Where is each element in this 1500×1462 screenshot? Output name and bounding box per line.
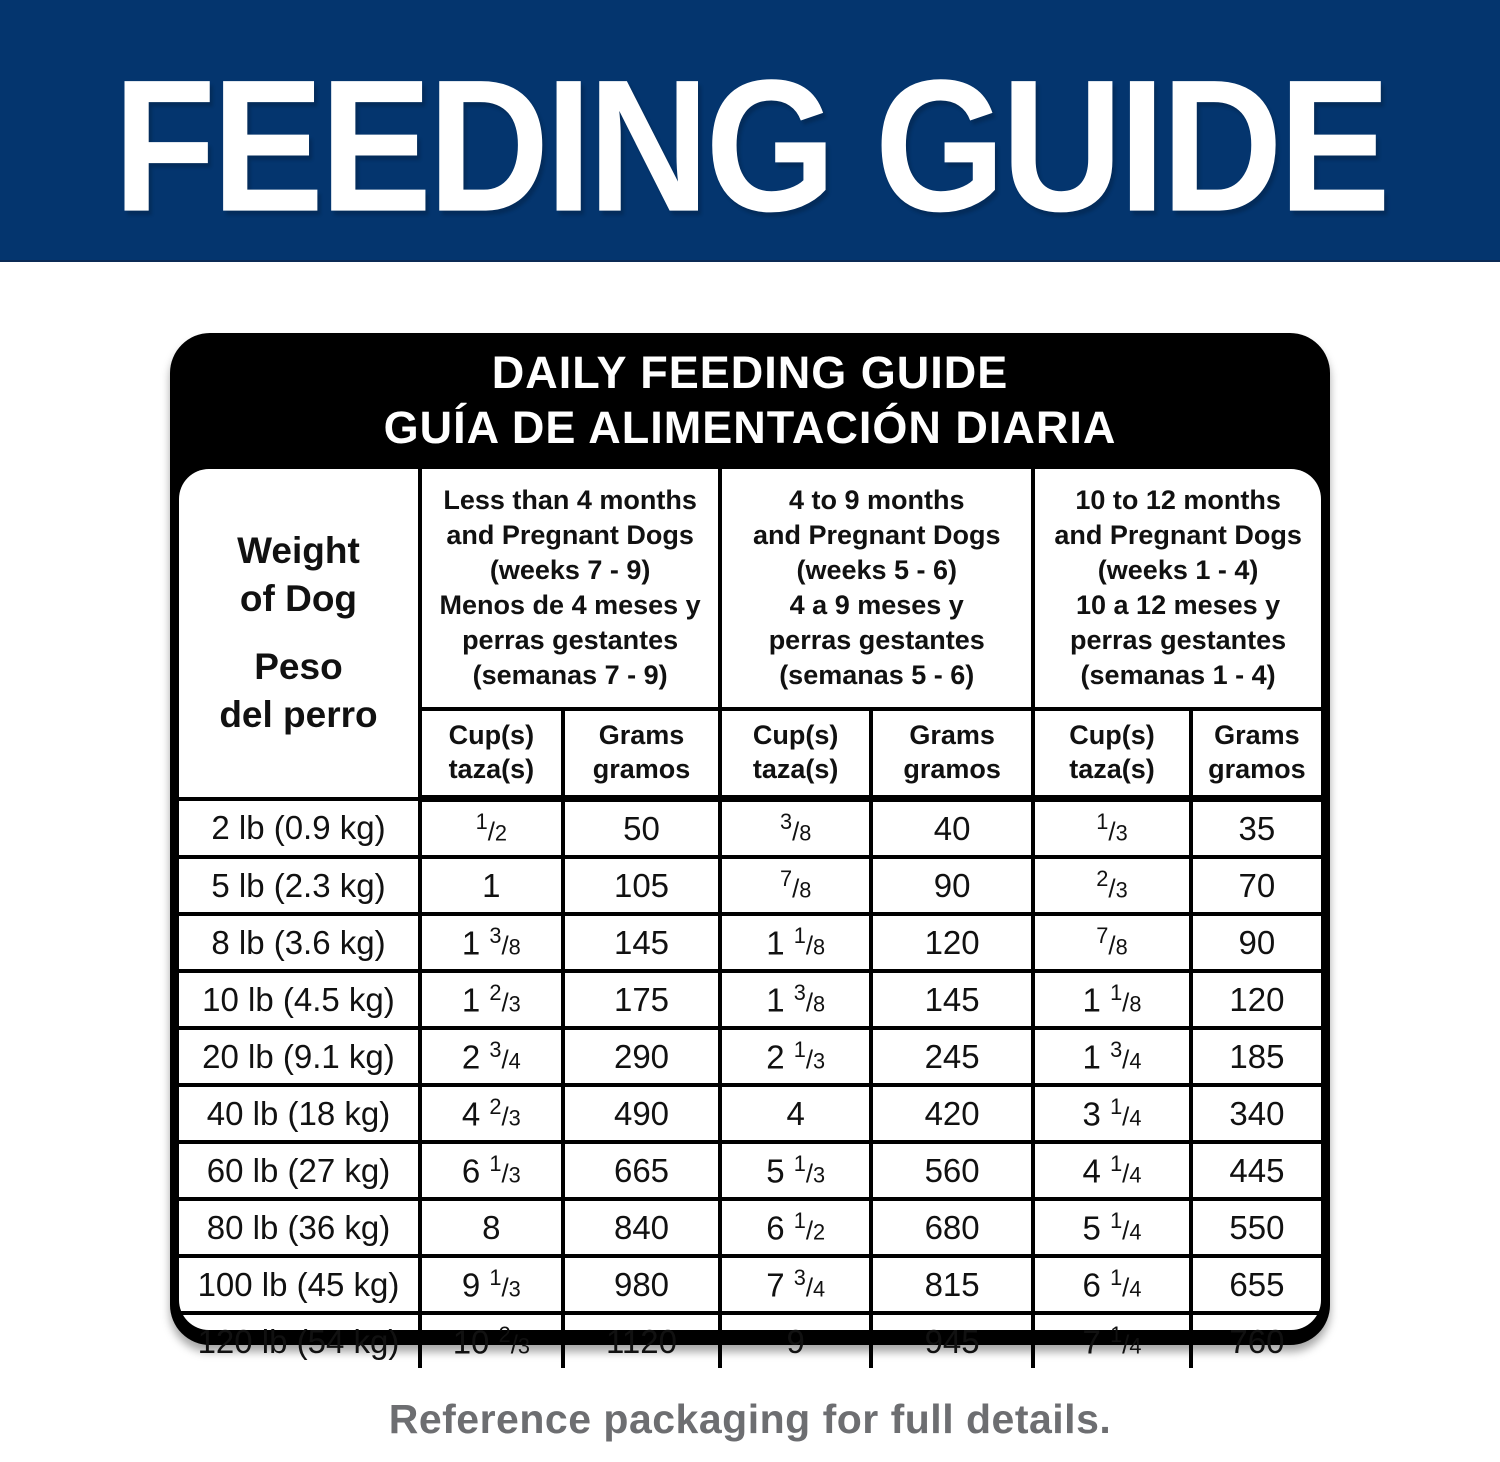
grams-value-cell: 665	[563, 1142, 721, 1199]
table-row	[179, 1199, 1321, 1256]
cups-value-cell: 5 $^1$/4	[1033, 1199, 1191, 1256]
table-row	[179, 857, 1321, 914]
cups-value-cell: 7 $^3$/4	[720, 1256, 871, 1313]
weight-cell: 2 lb (0.9 kg)	[179, 799, 420, 858]
grams-value-cell: 840	[563, 1199, 721, 1256]
cups-value-cell: 9	[720, 1313, 871, 1368]
weight-cell: 80 lb (36 kg)	[179, 1199, 420, 1256]
grams-value-cell: 145	[563, 914, 721, 971]
grams-header-2: Grams gramos	[871, 709, 1033, 799]
weight-cell: 120 lb (54 kg)	[179, 1313, 420, 1368]
grams-header-1: Grams gramos	[563, 709, 721, 799]
grams-value-cell: 90	[871, 857, 1033, 914]
cups-value-cell: $^1$/3	[1033, 799, 1191, 858]
feeding-table-container	[179, 469, 1321, 1361]
cups-value-cell: 2 $^3$/4	[420, 1028, 563, 1085]
grams-value-cell: 560	[871, 1142, 1033, 1199]
weight-cell: 20 lb (9.1 kg)	[179, 1028, 420, 1085]
cups-value-cell: $^3$/8	[720, 799, 871, 858]
grams-value-cell: 340	[1191, 1085, 1321, 1142]
grams-value-cell: 945	[871, 1313, 1033, 1368]
card-title-en: DAILY FEEDING GUIDE	[491, 347, 1009, 399]
grams-value-cell: 145	[871, 971, 1033, 1028]
grams-value-cell: 40	[871, 799, 1033, 858]
feeding-guide-banner	[0, 0, 1500, 262]
cups-value-cell: 8	[420, 1199, 563, 1256]
header-row-groups	[179, 469, 1321, 709]
table-row	[179, 1085, 1321, 1142]
grams-value-cell: 185	[1191, 1028, 1321, 1085]
cups-value-cell: $^2$/3	[1033, 857, 1191, 914]
cups-value-cell: 3 $^1$/4	[1033, 1085, 1191, 1142]
daily-feeding-guide-card	[170, 333, 1330, 1361]
grams-value-cell: 175	[563, 971, 721, 1028]
cups-value-cell: 1 $^3$/4	[1033, 1028, 1191, 1085]
cups-value-cell: 6 $^1$/4	[1033, 1256, 1191, 1313]
table-row	[179, 1142, 1321, 1199]
cups-value-cell: 10 $^2$/3	[420, 1313, 563, 1368]
grams-value-cell: 760	[1191, 1313, 1321, 1368]
cups-header-1: Cup(s) taza(s)	[420, 709, 563, 799]
card-title	[170, 333, 1330, 469]
age-group-header-1: Less than 4 months and Pregnant Dogs (weeks 7 - 9) Menos de 4 meses y perras gestantes (semanas 7 - 9)	[420, 469, 720, 709]
footer-note: Reference packaging for full details.	[388, 1396, 1112, 1442]
cups-value-cell: 9 $^1$/3	[420, 1256, 563, 1313]
grams-value-cell: 815	[871, 1256, 1033, 1313]
table-row	[179, 1313, 1321, 1368]
cups-value-cell: 7 $^1$/4	[1033, 1313, 1191, 1368]
age-group-header-2: 4 to 9 months and Pregnant Dogs (weeks 5 - 6) 4 a 9 meses y perras gestantes (semanas 5 - 6)	[720, 469, 1033, 709]
table-row	[179, 914, 1321, 971]
weight-cell: 100 lb (45 kg)	[179, 1256, 420, 1313]
card-title-es: GUÍA DE ALIMENTACIÓN DIARIA	[383, 402, 1117, 453]
cups-value-cell: 4 $^2$/3	[420, 1085, 563, 1142]
grams-value-cell: 980	[563, 1256, 721, 1313]
weight-cell: 40 lb (18 kg)	[179, 1085, 420, 1142]
grams-value-cell: 655	[1191, 1256, 1321, 1313]
table-row	[179, 799, 1321, 858]
grams-value-cell: 420	[871, 1085, 1033, 1142]
grams-value-cell: 35	[1191, 799, 1321, 858]
cups-header-2: Cup(s) taza(s)	[720, 709, 871, 799]
page-title: FEEDING GUIDE	[113, 39, 1387, 251]
cups-value-cell: 4	[720, 1085, 871, 1142]
grams-value-cell: 550	[1191, 1199, 1321, 1256]
table-row	[179, 1256, 1321, 1313]
cups-value-cell: $^7$/8	[1033, 914, 1191, 971]
cups-value-cell: $^1$/2	[420, 799, 563, 858]
table-row	[179, 1028, 1321, 1085]
weight-cell: 60 lb (27 kg)	[179, 1142, 420, 1199]
grams-value-cell: 445	[1191, 1142, 1321, 1199]
grams-value-cell: 50	[563, 799, 721, 858]
cups-value-cell: 1 $^1$/8	[720, 914, 871, 971]
cups-header-3: Cup(s) taza(s)	[1033, 709, 1191, 799]
weight-cell: 8 lb (3.6 kg)	[179, 914, 420, 971]
cups-value-cell: 1 $^2$/3	[420, 971, 563, 1028]
cups-value-cell: 2 $^1$/3	[720, 1028, 871, 1085]
cups-value-cell: $^7$/8	[720, 857, 871, 914]
cups-value-cell: 5 $^1$/3	[720, 1142, 871, 1199]
cups-value-cell: 1 $^3$/8	[420, 914, 563, 971]
cups-value-cell: 6 $^1$/2	[720, 1199, 871, 1256]
table-header	[179, 469, 1321, 799]
grams-value-cell: 245	[871, 1028, 1033, 1085]
weight-cell: 5 lb (2.3 kg)	[179, 857, 420, 914]
weight-cell: 10 lb (4.5 kg)	[179, 971, 420, 1028]
feeding-table	[179, 469, 1321, 1368]
grams-value-cell: 1120	[563, 1313, 721, 1368]
grams-value-cell: 105	[563, 857, 721, 914]
age-group-header-3: 10 to 12 months and Pregnant Dogs (weeks 1 - 4) 10 a 12 meses y perras gestantes (semanas 1 - 4)	[1033, 469, 1321, 709]
grams-value-cell: 120	[871, 914, 1033, 971]
cups-value-cell: 6 $^1$/3	[420, 1142, 563, 1199]
grams-value-cell: 490	[563, 1085, 721, 1142]
weight-of-dog-header: Weight of Dog Peso del perro	[179, 469, 420, 799]
grams-value-cell: 290	[563, 1028, 721, 1085]
grams-value-cell: 680	[871, 1199, 1033, 1256]
table-body	[179, 799, 1321, 1369]
grams-value-cell: 120	[1191, 971, 1321, 1028]
cups-value-cell: 1 $^3$/8	[720, 971, 871, 1028]
cups-value-cell: 1	[420, 857, 563, 914]
grams-value-cell: 90	[1191, 914, 1321, 971]
grams-value-cell: 70	[1191, 857, 1321, 914]
cups-value-cell: 4 $^1$/4	[1033, 1142, 1191, 1199]
grams-header-3: Grams gramos	[1191, 709, 1321, 799]
cups-value-cell: 1 $^1$/8	[1033, 971, 1191, 1028]
table-row	[179, 971, 1321, 1028]
